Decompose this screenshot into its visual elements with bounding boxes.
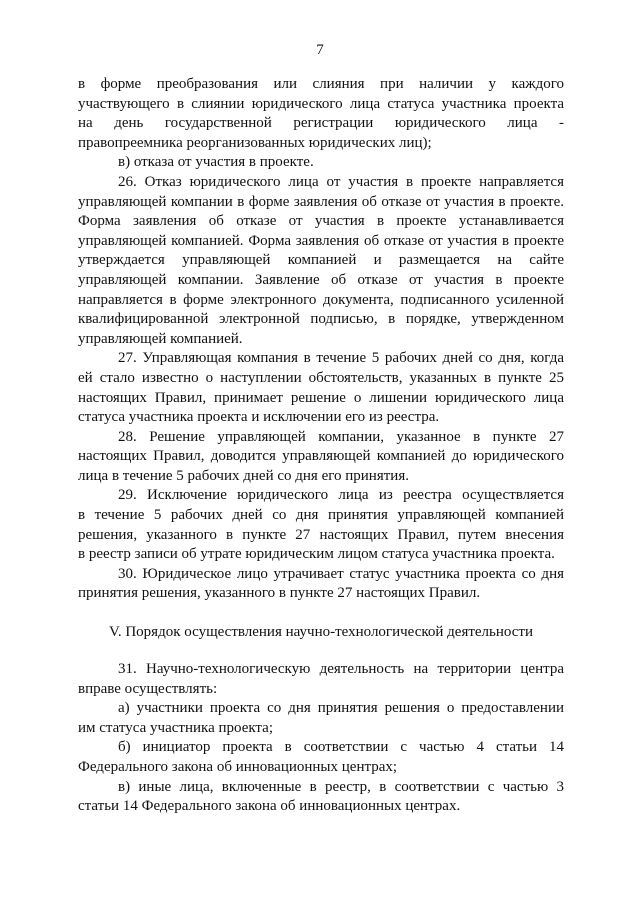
text-line: управляющей компанией. [78, 330, 243, 347]
text-line: настоящих Правил, доводится управляющей компанией до юридического [78, 448, 564, 465]
text-line: Форма заявления об отказе от участия в проекте устанавливается [78, 213, 564, 230]
section-heading: V. Порядок осуществления научно-технологической деятельности [108, 624, 534, 641]
text-line: утверждается управляющей компанией и размещается на сайте [78, 252, 564, 269]
text-line: настоящих Правил, принимает решение о лишении юридического лица [78, 389, 564, 406]
text-line: правопреемника реорганизованных юридических лиц); [78, 134, 432, 151]
page-number: 7 [316, 42, 324, 58]
paragraph-30-line: 30. Юридическое лицо утрачивает статус участника проекта со дня [118, 565, 564, 582]
list-item-a-line: а) участники проекта со дня принятия решения о предоставлении [118, 700, 564, 717]
text-line: Федерального закона об инновационных центрах; [78, 759, 398, 775]
paragraph-31-line: 31. Научно-технологическую деятельность на территории центра [118, 661, 564, 678]
text-line: им статуса участника проекта; [78, 719, 273, 736]
text-line: управляющей компании в форме заявления об отказе от участия в проекте. [78, 193, 564, 210]
body-text [78, 75, 564, 817]
text-line: вправе осуществлять: [78, 680, 218, 697]
text-line: управляющей компанией. Форма заявления об отказе от участия в проекте [78, 232, 564, 249]
text-line: направляется в форме электронного документа, подписанного усиленной [78, 291, 564, 308]
list-item-c-line: в) иные лица, включенные в реестр, в соответствии с частью 3 [118, 778, 564, 795]
paragraph-26-line: 26. Отказ юридического лица от участия в проекте направляется [118, 173, 564, 190]
text-line: управляющей компании. Заявление об отказе от участия в проекте [78, 271, 564, 288]
text-line: статьи 14 Федерального закона об инновационных центрах. [78, 798, 461, 815]
list-item-b-line: б) инициатор проекта в соответствии с частью 4 статьи 14 [118, 739, 564, 756]
paragraph-28-line: 28. Решение управляющей компании, указанное в пункте 27 [118, 428, 564, 445]
text-line: участвующего в слиянии юридического лица статуса участника проекта [78, 95, 564, 112]
text-line: квалифицированной электронной подписью, в порядке, утвержденном [78, 311, 564, 328]
text-line: на день государственной регистрации юридического лица - [78, 115, 564, 132]
text-line: в форме преобразования или слияния при наличии у каждого [78, 76, 564, 92]
text-line: принятия решения, указанного в пункте 27 настоящих Правил. [78, 585, 481, 602]
paragraph-27-line: 27. Управляющая компания в течение 5 рабочих дней со дня, когда [118, 350, 564, 367]
text-line: в) отказа от участия в проекте. [118, 154, 314, 171]
text-line: в реестр записи об утрате юридическим лицом статуса участника проекта. [78, 546, 555, 563]
text-line: решения, указанного в пункте 27 настоящих Правил, путем внесения [78, 526, 564, 543]
paragraph-29-line: 29. Исключение юридического лица из реестра осуществляется [118, 487, 564, 504]
text-line: в течение 5 рабочих дней со дня принятия управляющей компанией [78, 507, 564, 524]
text-line: статуса участника проекта и исключении его из реестра. [78, 409, 440, 426]
text-line: ей стало известно о наступлении обстоятельств, указанных в пункте 25 [78, 369, 564, 386]
text-line: лица в течение 5 рабочих дней со дня его принятия. [78, 467, 409, 484]
